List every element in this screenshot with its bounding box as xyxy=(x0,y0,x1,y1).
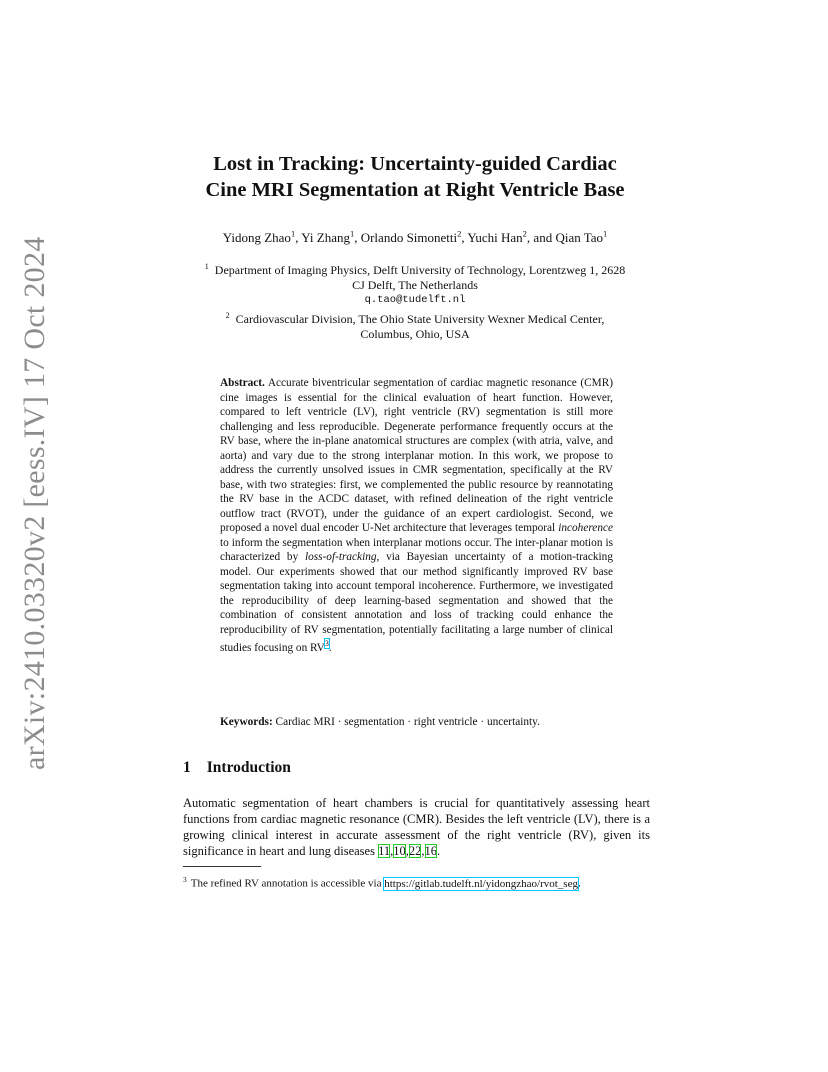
abstract-label: Abstract. xyxy=(220,377,265,389)
citation-link[interactable]: 22 xyxy=(408,844,422,858)
author: Yuchi Han$^2$, and xyxy=(467,229,556,246)
keywords-text: Cardiac MRI · segmentation · right ventricle · uncertainty. xyxy=(275,716,540,728)
title-line-2: Cine MRI Segmentation at Right Ventricle Base xyxy=(205,179,625,201)
section-title: Introduction xyxy=(206,759,291,776)
affiliation-2-line-2: Columbus, Ohio, USA xyxy=(360,327,470,341)
affiliation-2: $^2$ Cardiovascular Division, The Ohio State University Wexner Medical Center, xyxy=(225,311,605,326)
author: Yi Zhang$^1$, xyxy=(301,229,361,246)
affiliation-1-line-2: CJ Delft, The Netherlands xyxy=(352,278,478,292)
title-line-1: Lost in Tracking: Uncertainty-guided Cardiac xyxy=(213,153,617,175)
section-heading-introduction xyxy=(183,759,291,777)
author-list xyxy=(120,229,710,246)
footnote-link[interactable]: 3 xyxy=(324,639,329,648)
affiliations xyxy=(150,259,680,342)
repository-link[interactable]: https://gitlab.tudelft.nl/yidongzhao/rvot_seg xyxy=(384,877,578,890)
footnote: $^3$ The refined RV annotation is accessible via https://gitlab.tudelft.nl/yidongzhao/rvot_seg. xyxy=(183,875,581,890)
keywords xyxy=(220,716,613,728)
citation-link[interactable]: 16 xyxy=(424,844,437,858)
section-number: 1 xyxy=(183,759,191,776)
abstract: Abstract. Accurate biventricular segmentation of cardiac magnetic resonance (CMR) cine images is essential for the clinical evaluation of heart function. However, compared to left ventricle (LV), right ventricle (RV) segmentation is still more challenging and less reproducible. Degenerate performance frequently occurs at the RV base, where the in-plane anatomical structures are complex (with atria, valve, and aorta) and vary due to the strong interplanar motion. In this work, we propose to address the currently unsolved issues in CMR segmentation, specifically at the RV base, with two strategies: first, we complemented the public resource by reannotating the RV base in the ACDC dataset, with refined delineation of the right ventricle outflow tract (RVOT), under the guidance of an expert cardiologist. Second, we proposed a novel dual encoder U-Net architecture that leverages temporal incoherence to inform the segmentation when interplanar motions occur. The inter-planar motion is characterized by loss-of-tracking, via Bayesian uncertainty of a motion-tracking model. Our experiments showed that our method significantly improved RV base segmentation taking into account temporal incoherence. Furthermore, we investigated the reproducibility of deep learning-based segmentation and showed that the combination of consistent annotation and loss of tracking could enhance the reproducibility of RV segmentation, potentially facilitating a large number of clinical studies focusing on RV$^3$. xyxy=(220,377,614,654)
affiliation-1: $^1$ Department of Imaging Physics, Delft University of Technology, Lorentzweg 1, 2628 xyxy=(204,262,626,277)
citation-link[interactable]: 11 xyxy=(378,844,391,858)
keywords-label: Keywords: xyxy=(220,716,273,728)
footnote-divider xyxy=(183,866,261,867)
footnote-mark: 3 xyxy=(183,875,187,884)
author: Orlando Simonetti$^2$, xyxy=(360,229,468,246)
author: Qian Tao$^1$ xyxy=(555,229,608,246)
author: Yidong Zhao$^1$, xyxy=(222,229,302,246)
arxiv-identifier-stamp[interactable]: arXiv:2410.03320v2 [eess.IV] 17 Oct 2024 xyxy=(18,236,51,770)
contact-email[interactable]: q.tao@tudelft.nl xyxy=(364,294,466,306)
citation-link[interactable]: 10 xyxy=(393,844,406,858)
paper-title xyxy=(120,151,710,203)
introduction-paragraph: Automatic segmentation of heart chambers is crucial for quantitatively assessing heart functions from cardiac magnetic resonance (CMR). Besides the left ventricle (LV), there is a growing clinical interest in accurate assessment of the right ventricle (RV), given its significance in heart and lung diseases 11,10,22,16. xyxy=(183,796,650,858)
